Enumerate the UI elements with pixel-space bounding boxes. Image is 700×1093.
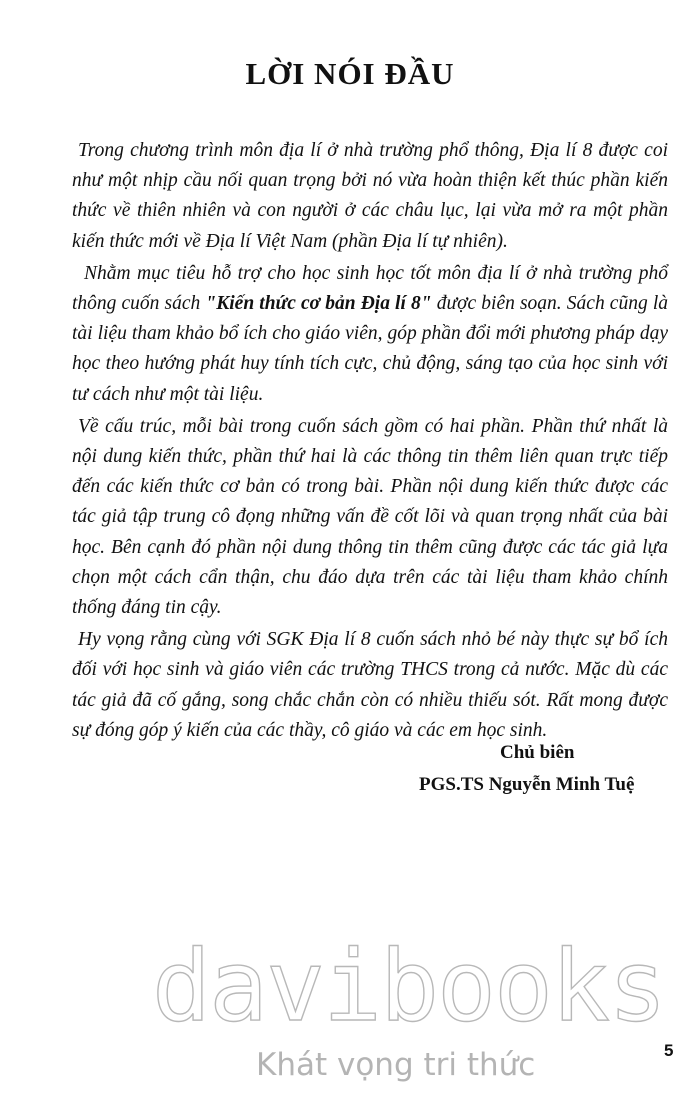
page-number: 5: [664, 1041, 674, 1060]
preface-body: [72, 136, 668, 748]
paragraph-4: Hy vọng rằng cùng với SGK Địa lí 8 cuốn sách nhỏ bé này thực sự bổ ích đối với học sinh và giáo viên các trường THCS trong cả nước. Mặc dù các tác giả đã cố gắng, song chắc chắn còn có nhiều thiếu sót. Rất mong được sự đóng góp ý kiến của các thầy, cô giáo và các em học sinh.: [72, 629, 668, 741]
paragraph-3: Về cấu trúc, mỗi bài trong cuốn sách gồm có hai phần. Phần thứ nhất là nội dung kiến thức, phần thứ hai là các thông tin thêm liên quan trực tiếp đến các kiến thức cơ bản có trong bài. Phần nội dung kiến thức được các tác giả tập trung cô đọng những vấn đề cốt lõi và quan trọng nhất của bài học. Bên cạnh đó phần nội dung thông tin thêm cũng được các tác giả lựa chọn một cách cẩn thận, chu đáo dựa trên các tài liệu tham khảo chính thống đáng tin cậy.: [72, 415, 668, 619]
paragraph-1: Trong chương trình môn địa lí ở nhà trường phổ thông, Địa lí 8 được coi như một nhịp cầu nối quan trọng bởi nó vừa hoàn thiện kết thúc phần kiến thức về thiên nhiên và con người ở các châu lục, lại vừa mở ra một phần kiến thức mới về Địa lí Việt Nam (phần Địa lí tự nhiên).: [72, 140, 668, 252]
paragraph-2: [72, 259, 668, 410]
watermark-logo: davibooks: [152, 930, 666, 1044]
watermark-tagline: Khát vọng tri thức: [256, 1047, 536, 1083]
book-title: "Kiến thức cơ bản Địa lí 8": [205, 293, 432, 315]
signature-name: PGS.TS Nguyễn Minh Tuệ: [419, 774, 635, 795]
signature-role: Chủ biên: [500, 742, 575, 763]
paragraph-2-intro: Nhằm mục tiêu hỗ trợ cho học sinh học tốt môn địa lí ở nhà trường phổ thông cuốn sách: [72, 262, 668, 315]
paragraph-2-rest: được biên soạn. Sách cũng là tài liệu tham khảo bổ ích cho giáo viên, góp phần đổi mới phương pháp dạy học theo hướng phát huy tính tích cực, chủ động, sáng tạo của học sinh với tư cách như một tài liệu.: [72, 293, 668, 405]
page-title: LỜI NÓI ĐẦU: [245, 56, 455, 91]
